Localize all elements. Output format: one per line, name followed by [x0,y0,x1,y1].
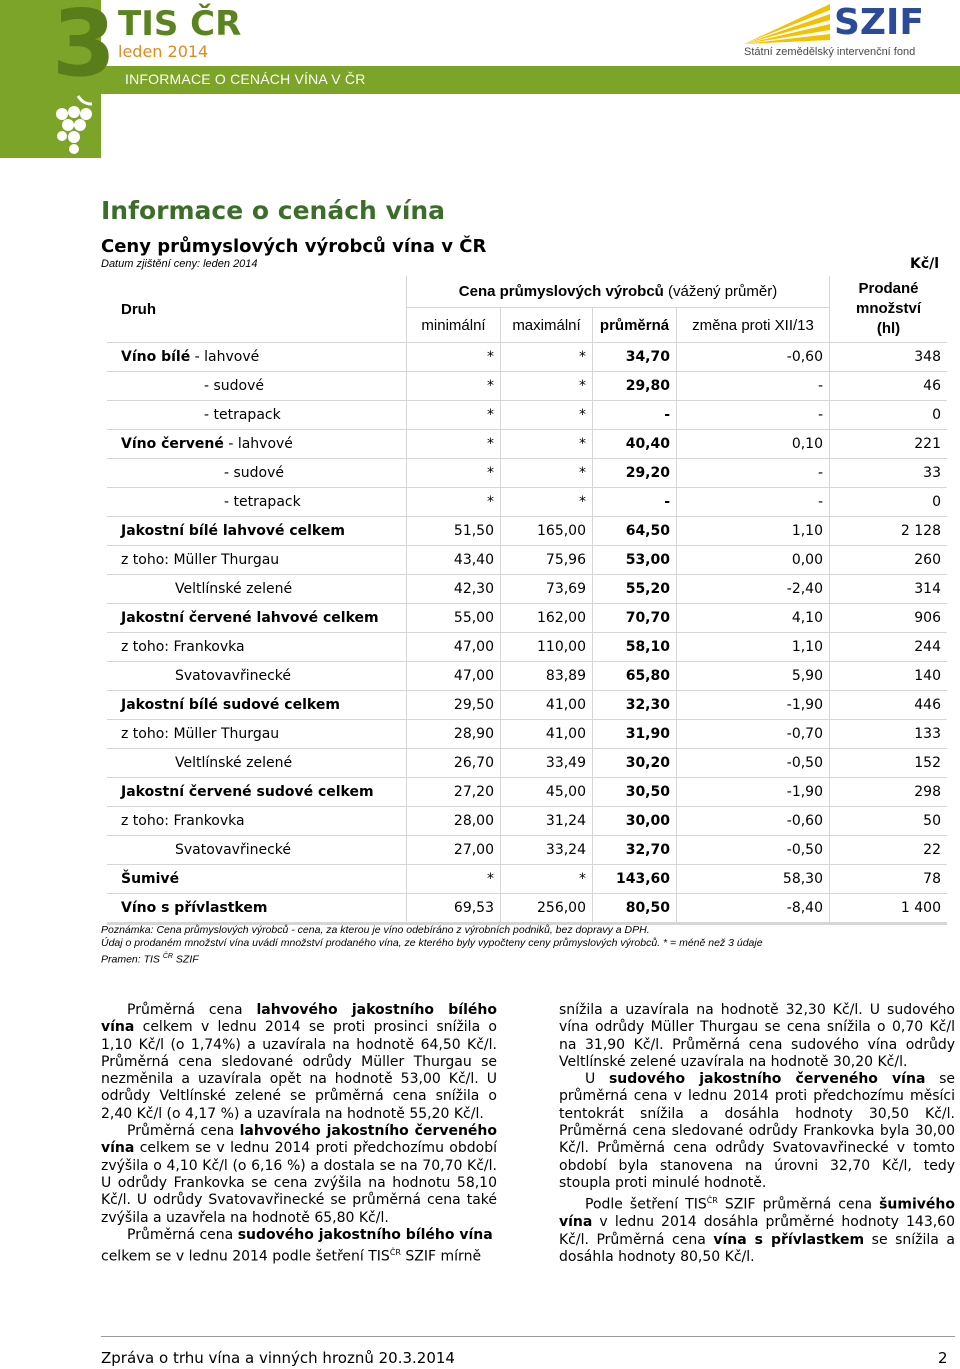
table-cell-min: 51,50 [407,517,500,545]
table-cell-avg: 29,20 [593,459,676,487]
table-title: Ceny průmyslových výrobců vína v ČR [101,236,487,257]
row-label-text: - tetrapack [204,407,281,423]
table-cell-qty: 78 [830,865,947,893]
table-cell-min: 28,90 [407,720,500,748]
table-cell-avg: 32,30 [593,691,676,719]
table-cell-qty: 0 [830,401,947,429]
row-label-text: Svatovavřinecké [175,842,292,858]
table-cell-change: -0,50 [677,836,829,864]
table-cell-avg: 29,80 [593,372,676,400]
table-cell-min: * [407,430,500,458]
col-header-qty-2: množství [855,300,921,317]
table-cell-min: * [407,488,500,516]
p4-bold: sudového jakostního červeného vína [608,1071,926,1088]
table-cell-avg: 58,10 [593,633,676,661]
table-cell-qty: 906 [830,604,947,632]
table-cell-change: -0,70 [677,720,829,748]
source-sup: ČR [162,953,173,960]
table-cell-change: 58,30 [677,865,829,893]
table-row-label [107,662,406,690]
table-cell-change: - [677,401,829,429]
p5-text-c: v lednu 2014 dosáhla průměrné hodnoty 143,60 Kč/l. Průměrná cena [559,1214,955,1248]
p2-text-a: Průměrná cena [127,1123,240,1140]
table-cell-qty: 298 [830,778,947,806]
table-cell-min: * [407,343,500,371]
table-row-label [107,633,406,661]
table-cell-avg: 65,80 [593,662,676,690]
note-line-1: Poznámka: Cena průmyslových výrobců - cena, za kterou je víno odebíráno z výrobních podniků, bez dopravy a DPH. [101,924,650,936]
table-row-label [107,575,406,603]
table-row-label [107,720,406,748]
source-suffix: SZIF [172,953,199,966]
table-cell-avg: 30,50 [593,778,676,806]
table-notes [101,924,763,967]
table-cell-change: -1,90 [677,778,829,806]
table-cell-max: * [501,488,592,516]
paragraph-3 [101,1227,497,1266]
p3-sup: ČR [389,1248,401,1258]
row-label-text: z toho: Müller Thurgau [121,552,280,568]
row-label-text: - lahvové [190,349,260,365]
p1-text-b: celkem v lednu 2014 se proti prosinci snížila o 1,10 Kč/l (o 1,74%) a uzavírala na hodnotě 64,50 Kč/l. Průměrná cena sledované odrůdy Müller Thurgau se nezměnila a uzavírala opět na hodnotě 53,00 Kč/l. U odrůdy Veltlínské zelené se průměrná cena snížila o 2,40 Kč/l (o 4,17 %) a uzavírala na hodnotě 55,20 Kč/l. [101,1019,497,1122]
table-cell-max: * [501,401,592,429]
table-cell-change: -0,50 [677,749,829,777]
table-cell-qty: 0 [830,488,947,516]
p4-text-b: se průměrná cena v lednu 2014 proti předchozímu měsíci tentokrát snížila a dosáhla hodnoty 30,50 Kč/l. Průměrná cena sledované odrůdy Frankovka byla 30,00 Kč/l. Průměrná cena odrůdy Svatovavřinecké v tomto období byla stanovena na úrovni 32,70 Kč/l, tedy stoupla proti minulé hodnotě. [559,1071,956,1191]
table-cell-qty: 244 [830,633,947,661]
col-header-qty [830,276,947,342]
table-cell-avg: 64,50 [593,517,676,545]
table-cell-change: -1,90 [677,691,829,719]
table-cell-change: - [677,372,829,400]
row-label-text: Svatovavřinecké [175,668,292,684]
row-label-text: Veltlínské zelené [175,755,293,771]
row-label-bold: Jakostní bílé lahvové celkem [121,523,345,539]
table-cell-qty: 140 [830,662,947,690]
table-cell-min: * [407,401,500,429]
table-cell-change: - [677,488,829,516]
footer-title: Zpráva o trhu vína a vinných hroznů 20.3.2014 [101,1349,455,1367]
table-cell-min: 47,00 [407,633,500,661]
paragraph-2 [101,1123,497,1227]
p3-bold: sudového jakostního bílého vína [237,1226,493,1243]
table-cell-change: 0,00 [677,546,829,574]
row-label-bold: Jakostní červené lahvové celkem [121,610,379,626]
table-cell-min: 26,70 [407,749,500,777]
row-label-text: z toho: Frankovka [121,639,245,655]
table-cell-qty: 1 400 [830,894,947,922]
table-cell-max: 33,49 [501,749,592,777]
table-cell-min: 47,00 [407,662,500,690]
price-table [107,276,947,925]
table-cell-change: -8,40 [677,894,829,922]
col-header-change: změna proti XII/13 [677,308,829,342]
table-cell-max: 33,24 [501,836,592,864]
table-cell-min: 27,20 [407,778,500,806]
issue-date: leden 2014 [118,42,209,61]
p5-text-a: Podle šetření TIS [585,1196,707,1213]
table-cell-avg: 80,50 [593,894,676,922]
table-cell-avg: - [593,488,676,516]
col-header-druh: Druh [107,276,406,342]
paragraph-1 [101,1002,497,1123]
p1-bold: lahvového jakostního bílého vína [101,1002,497,1036]
table-cell-min: 29,50 [407,691,500,719]
row-label-bold: Víno červené [121,436,224,452]
table-row-label [107,430,406,458]
table-row-label [107,459,406,487]
table-cell-max: 31,24 [501,807,592,835]
table-cell-max: * [501,430,592,458]
date-note: Datum zjištění ceny: leden 2014 [101,258,258,270]
table-cell-max: 165,00 [501,517,592,545]
p3-text-c: SZIF mírně [400,1248,482,1265]
table-cell-max: 110,00 [501,633,592,661]
table-row-label [107,836,406,864]
row-label-text: - sudové [224,465,285,481]
table-row-label [107,604,406,632]
row-label-bold: Jakostní bílé sudové celkem [121,697,340,713]
note-source [101,950,763,967]
table-cell-change: 1,10 [677,633,829,661]
table-row-label [107,807,406,835]
table-cell-min: * [407,865,500,893]
row-label-bold: Šumivé [121,871,180,887]
table-cell-max: 162,00 [501,604,592,632]
table-cell-qty: 348 [830,343,947,371]
paragraph-4 [559,1071,955,1192]
table-cell-max: 83,89 [501,662,592,690]
p3-text-b: celkem se v lednu 2014 podle šetření TIS [101,1248,390,1265]
header-subtitle: INFORMACE O CENÁCH VÍNA V ČR [125,71,366,87]
table-cell-max: * [501,865,592,893]
grape-icon [48,92,102,158]
text-column-right [559,1002,955,1266]
table-row-label [107,749,406,777]
col-header-group-bold: Cena průmyslových výrobců [458,283,664,300]
table-cell-qty: 221 [830,430,947,458]
paragraph-3-continued [559,1002,955,1071]
table-cell-max: 256,00 [501,894,592,922]
table-row-label [107,488,406,516]
table-row-label [107,894,406,922]
table-cell-max: 41,00 [501,691,592,719]
table-cell-min: * [407,459,500,487]
table-cell-avg: 55,20 [593,575,676,603]
note-line-2: Údaj o prodaném množství vína uvádí množství prodaného vína, ze kterého byly vypočteny ceny průmyslových výrobců. * = méně než 3 údaje [101,937,763,949]
p4-text-a: U [585,1071,609,1088]
table-row-label [107,778,406,806]
p3-text-d: snížila a uzavírala na hodnotě 32,30 Kč/l. U sudového vína odrůdy Müller Thurgau se cena snížila o 0,70 Kč/l na 31,90 Kč/l. Průměrná cena sudového vína odrůdy Veltlínské zelené uzavírala na hodnotě 30,20 Kč/l. [559,1002,955,1070]
row-label-text: - tetrapack [224,494,301,510]
table-cell-qty: 314 [830,575,947,603]
row-label-bold: Víno bílé [121,349,191,365]
p1-text-a: Průměrná cena [127,1002,257,1018]
table-cell-max: 75,96 [501,546,592,574]
table-cell-max: 45,00 [501,778,592,806]
table-cell-avg: 30,20 [593,749,676,777]
col-header-max: maximální [501,308,592,342]
page-number: 2 [938,1349,948,1367]
szif-logo-text: SZIF [834,2,925,43]
table-cell-qty: 133 [830,720,947,748]
brand-title: TIS ČR [118,4,242,44]
col-header-group [407,276,829,307]
p2-bold: lahvového jakostního červeného vína [101,1123,497,1157]
table-cell-qty: 46 [830,372,947,400]
table-cell-min: 43,40 [407,546,500,574]
table-cell-avg: - [593,401,676,429]
table-cell-avg: 32,70 [593,836,676,864]
col-header-qty-3: (hl) [876,320,901,337]
table-cell-max: * [501,372,592,400]
footer-divider [101,1336,955,1337]
row-label-bold: Víno s přívlastkem [121,900,268,916]
text-column-left [101,1002,497,1266]
col-header-min: minimální [407,308,500,342]
col-header-group-rest: (vážený průměr) [668,283,778,300]
row-label-bold: Jakostní červené sudové celkem [121,784,374,800]
row-label-text: z toho: Frankovka [121,813,245,829]
p5-sup: ČR [706,1196,718,1206]
p3-text-a: Průměrná cena [127,1226,238,1243]
table-row-label [107,691,406,719]
table-cell-min: 55,00 [407,604,500,632]
table-cell-qty: 50 [830,807,947,835]
table-cell-max: * [501,459,592,487]
table-cell-avg: 70,70 [593,604,676,632]
table-cell-qty: 22 [830,836,947,864]
table-cell-change: 5,90 [677,662,829,690]
table-cell-qty: 260 [830,546,947,574]
szif-logo-subtitle: Státní zemědělský intervenční fond [744,46,916,58]
table-cell-min: 42,30 [407,575,500,603]
table-cell-min: * [407,372,500,400]
table-cell-qty: 2 128 [830,517,947,545]
table-row-label [107,865,406,893]
table-cell-avg: 53,00 [593,546,676,574]
table-cell-max: 73,69 [501,575,592,603]
p2-text-b: celkem se v lednu 2014 proti předchozímu období zvýšila o 4,10 Kč/l (o 6,16 %) a dostala se na 70,70 Kč/l. U odrůdy Frankovka se cena zvýšila na hodnotu 58,10 Kč/l. U odrůdy Svatovavřinecké se průměrná cena také zvýšila a uzavřela na hodnotě 65,80 Kč/l. [101,1140,497,1226]
table-cell-max: * [501,343,592,371]
row-label-text: z toho: Müller Thurgau [121,726,280,742]
table-row-label [107,546,406,574]
table-cell-max: 41,00 [501,720,592,748]
page-title: Informace o cenách vína [101,196,446,225]
table-cell-avg: 143,60 [593,865,676,893]
paragraph-5 [559,1192,955,1266]
table-cell-avg: 30,00 [593,807,676,835]
table-cell-avg: 34,70 [593,343,676,371]
table-cell-min: 69,53 [407,894,500,922]
szif-logo-icon [744,2,830,44]
table-cell-change: 4,10 [677,604,829,632]
table-cell-min: 27,00 [407,836,500,864]
table-cell-change: -2,40 [677,575,829,603]
p5-text-b: SZIF průměrná cena [717,1196,880,1213]
table-cell-avg: 40,40 [593,430,676,458]
issue-number: 3 [52,0,113,97]
row-label-text: - sudové [204,378,265,394]
table-cell-qty: 33 [830,459,947,487]
page-header [0,0,960,160]
col-header-qty-1: Prodané [858,280,919,297]
table-row-label [107,517,406,545]
source-prefix: Pramen: TIS [101,953,163,966]
table-row-label [107,372,406,400]
table-cell-change: 1,10 [677,517,829,545]
col-header-avg: průměrná [593,308,676,342]
table-cell-change: -0,60 [677,343,829,371]
p5-text-d: se snížila a dosáhla hodnoty 80,50 Kč/l. [559,1231,956,1265]
table-row-label [107,401,406,429]
row-label-text: - lahvové [223,436,293,452]
table-cell-change: -0,60 [677,807,829,835]
table-cell-change: - [677,459,829,487]
table-cell-avg: 31,90 [593,720,676,748]
table-cell-change: 0,10 [677,430,829,458]
unit-label: Kč/l [910,256,940,272]
row-label-text: Veltlínské zelené [175,581,293,597]
p5-bold-a: šumivého vína [559,1196,955,1231]
table-cell-qty: 446 [830,691,947,719]
p5-bold-b: vína s přívlastkem [713,1231,865,1248]
table-row-label [107,343,406,371]
table-cell-qty: 152 [830,749,947,777]
table-cell-min: 28,00 [407,807,500,835]
